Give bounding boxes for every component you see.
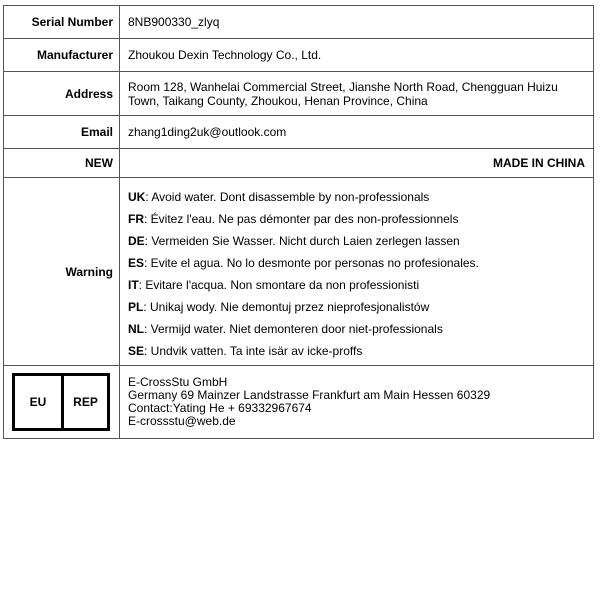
warning-text: : Evitare l'acqua. Non smontare da non professionisti (138, 277, 420, 292)
warning-text: : Undvik vatten. Ta inte isär av icke-proffs (144, 343, 363, 358)
eu-rep-details (120, 366, 594, 439)
email-label: Email (4, 116, 120, 149)
manufacturer-label: Manufacturer (4, 39, 120, 72)
lang-code: NL (128, 321, 144, 336)
warning-line-es (128, 252, 585, 274)
warning-text: : Vermeiden Sie Wasser. Nicht durch Laien zerlegen lassen (144, 233, 460, 248)
warning-content (120, 178, 594, 366)
warning-line-nl (128, 318, 585, 340)
serial-value: 8NB900330_zlyq (120, 6, 594, 39)
address-value: Room 128, Wanhelai Commercial Street, Jianshe North Road, Chengguan Huizu Town, Taikang County, Zhoukou, Henan Province, China (120, 72, 594, 116)
warning-line-se (128, 340, 585, 362)
manufacturer-row (4, 39, 594, 72)
warning-line-pl (128, 296, 585, 318)
warning-text: : Evite el agua. No lo desmonte por personas no profesionales. (144, 255, 479, 270)
serial-label: Serial Number (4, 6, 120, 39)
address-row (4, 72, 594, 116)
serial-row (4, 6, 594, 39)
rep-contact: Contact:Yating He + 69332967674 (128, 401, 312, 415)
warning-line-de (128, 230, 585, 252)
lang-code: ES (128, 255, 145, 270)
product-label-table (3, 5, 594, 439)
warning-line-fr (128, 208, 585, 230)
made-in-china: MADE IN CHINA (120, 149, 594, 178)
warning-list (128, 182, 585, 362)
warning-text: : Évitez l'eau. Ne pas démonter par des non-professionnels (144, 211, 459, 226)
warning-text: : Vermijd water. Niet demonteren door niet-professionals (144, 321, 443, 336)
email-row (4, 116, 594, 149)
warning-line-it (128, 274, 585, 296)
eu-label: EU (15, 376, 64, 428)
warning-text: : Avoid water. Dont disassemble by non-professionals (145, 189, 430, 204)
eu-rep-symbol (12, 373, 110, 431)
warning-label: Warning (4, 178, 120, 366)
warning-text: : Unikaj wody. Nie demontuj przez nieprofesjonalistów (143, 299, 430, 314)
rep-company: E-CrossStu GmbH (128, 375, 228, 389)
lang-code: IT (128, 277, 139, 292)
eu-rep-row (4, 366, 594, 439)
eu-rep-symbol-cell (4, 366, 120, 439)
new-row (4, 149, 594, 178)
email-value: zhang1ding2uk@outlook.com (120, 116, 594, 149)
lang-code: DE (128, 233, 145, 248)
rep-address: Germany 69 Mainzer Landstrasse Frankfurt am Main Hessen 60329 (128, 388, 491, 402)
lang-code: FR (128, 211, 144, 226)
address-label: Address (4, 72, 120, 116)
lang-code: SE (128, 343, 145, 358)
manufacturer-value: Zhoukou Dexin Technology Co., Ltd. (120, 39, 594, 72)
warning-row (4, 178, 594, 366)
new-label: NEW (4, 149, 120, 178)
rep-email: E-crossstu@web.de (128, 414, 236, 428)
rep-label: REP (73, 395, 98, 409)
lang-code: UK (128, 189, 146, 204)
warning-line-uk (128, 186, 585, 208)
lang-code: PL (128, 299, 144, 314)
